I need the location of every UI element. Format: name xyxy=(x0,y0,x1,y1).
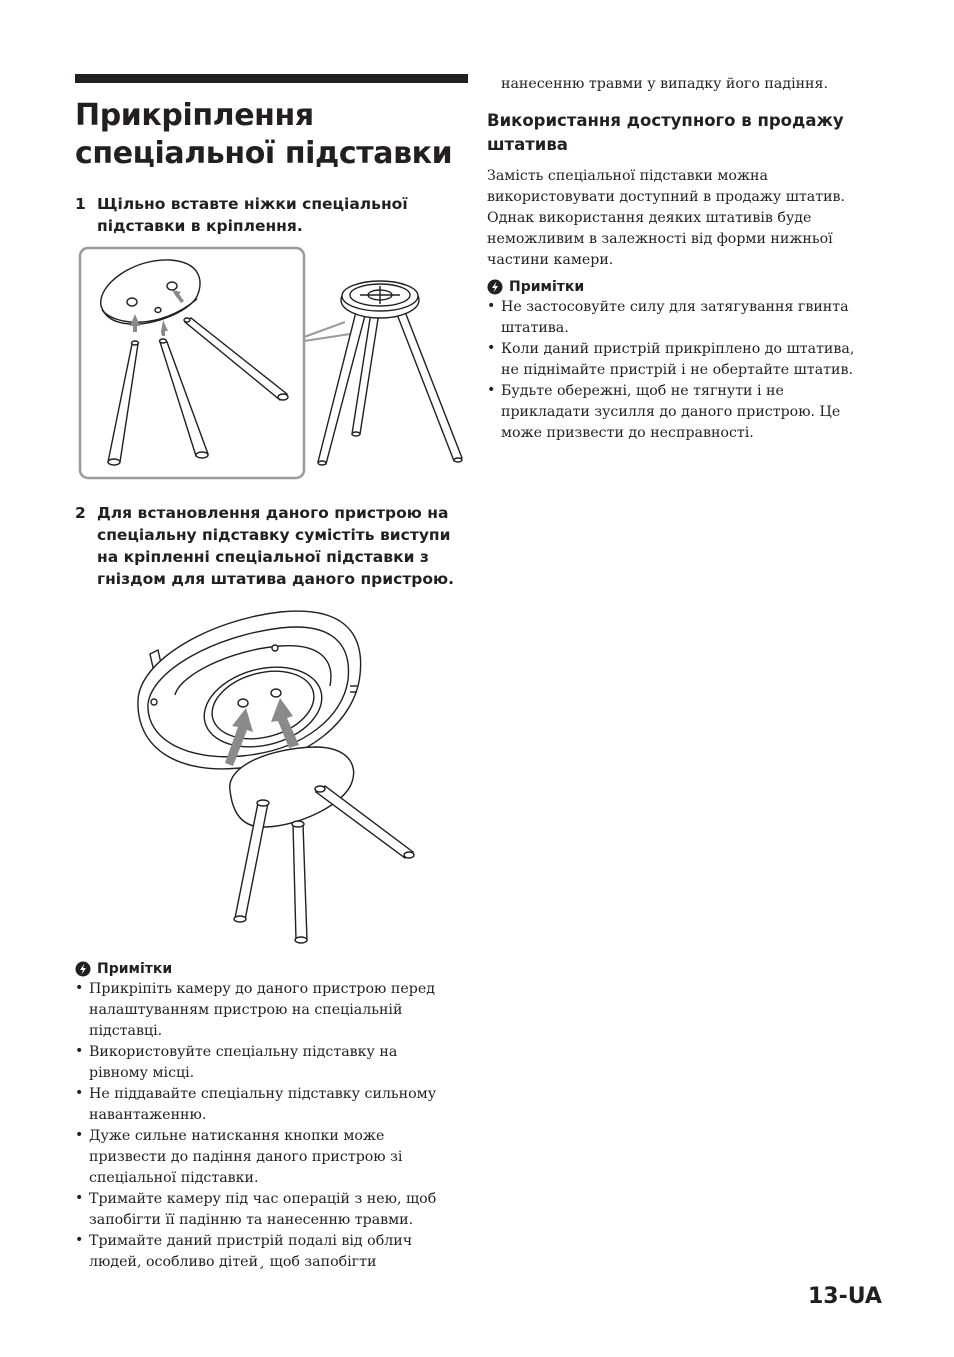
note-item xyxy=(75,1042,469,1084)
note-line: спеціальної підставки. xyxy=(89,1170,259,1186)
note-line: налаштуванням пристрою на спеціальній xyxy=(89,1002,403,1018)
note-line: штатива. xyxy=(501,320,569,336)
subheading-line: штатива xyxy=(487,135,568,154)
paragraph-line: Однак використання деяких штативів буде xyxy=(487,210,812,226)
callout-lines xyxy=(304,322,350,341)
note-line: Тримайте даний пристрій подалі від облич xyxy=(89,1233,413,1249)
page-title xyxy=(75,97,469,173)
note-line: навантаженню. xyxy=(89,1107,207,1123)
note-line: Коли даний пристрій прикріплено до штатива, xyxy=(501,341,855,357)
step-text-line: на кріпленні спеціальної підставки з xyxy=(97,548,429,566)
note-item xyxy=(487,339,887,381)
notes-list-right xyxy=(487,297,887,444)
note-line: Прикріпіть камеру до даного пристрою перед xyxy=(89,981,435,997)
page-title-line1: Прикріплення xyxy=(75,98,314,133)
note-item xyxy=(75,1084,469,1126)
step-2 xyxy=(75,502,491,590)
note-line: призвести до падіння даного пристрою зі xyxy=(89,1149,403,1165)
note-line: може призвести до несправності. xyxy=(501,425,754,441)
continued-text: нанесенню травми у випадку його падіння. xyxy=(501,76,828,92)
note-line: людей, особливо дітей¸ щоб запобігти xyxy=(89,1254,377,1270)
note-icon xyxy=(487,279,503,295)
note-line: підставці. xyxy=(89,1023,163,1039)
step-number: 2 xyxy=(75,504,86,522)
figure-device-mounting xyxy=(130,600,440,945)
figure-legs-insertion xyxy=(75,244,470,484)
note-line: Тримайте камеру під час операцій з нею, щоб xyxy=(89,1191,437,1207)
stand-with-legs xyxy=(230,747,414,943)
note-line: прикладати зусилля до даного пристрою. Це xyxy=(501,404,841,420)
device-underside xyxy=(138,611,361,769)
notes-heading-right xyxy=(487,277,887,297)
note-line: Дуже сильне натискання кнопки може xyxy=(89,1128,385,1144)
page-number: 13-UA xyxy=(808,1284,882,1309)
left-column xyxy=(75,74,469,237)
right-column xyxy=(487,74,887,444)
step-number: 1 xyxy=(75,195,86,213)
notes-left xyxy=(75,959,469,1273)
notes-heading-text: Примітки xyxy=(97,961,173,977)
step-text-line: підставки в кріплення. xyxy=(97,217,303,235)
paragraph-line: Замість спеціальної підставки можна xyxy=(487,168,768,184)
note-item xyxy=(75,1231,469,1273)
step-text-line: гніздом для штатива даного пристрою. xyxy=(97,570,455,588)
note-line: Будьте обережні, щоб не тягнути і не xyxy=(501,383,784,399)
step-text-line: Для встановлення даного пристрою на xyxy=(97,504,449,522)
note-line: запобігти її падінню та нанесенню травми. xyxy=(89,1212,414,1228)
subheading xyxy=(487,109,887,157)
step-1 xyxy=(75,193,469,237)
page-title-line2: спеціальної підставки xyxy=(75,136,453,171)
step-text-line: Щільно вставте ніжки спеціальної xyxy=(97,195,408,213)
note-icon xyxy=(75,961,91,977)
paragraph-line: неможливим в залежності від форми нижньої xyxy=(487,231,833,247)
paragraph-line: використовувати доступний в продажу штатив. xyxy=(487,189,846,205)
note-item xyxy=(75,1126,469,1189)
note-item xyxy=(75,979,469,1042)
tripod-paragraph xyxy=(487,166,887,271)
note-line: Використовуйте спеціальну підставку на xyxy=(89,1044,398,1060)
subheading-line: Використання доступного в продажу xyxy=(487,111,844,130)
note-line: Не піддавайте спеціальну підставку сильному xyxy=(89,1086,437,1102)
note-line: Не застосовуйте силу для затягування гвинта xyxy=(501,299,849,315)
note-item xyxy=(75,1189,469,1231)
notes-heading xyxy=(75,959,469,979)
note-item xyxy=(487,381,887,444)
title-rule xyxy=(75,74,468,83)
paragraph-line: частини камери. xyxy=(487,252,614,268)
note-line: рівному місці. xyxy=(89,1065,195,1081)
step-text-line: спеціальну підставку сумістіть виступи xyxy=(97,526,451,544)
note-line: не піднімайте пристрій і не обертайте штатив. xyxy=(501,362,853,378)
notes-list xyxy=(75,979,469,1273)
note-item xyxy=(487,297,887,339)
notes-heading-text: Примітки xyxy=(509,279,585,295)
stand-assembled xyxy=(318,281,462,465)
